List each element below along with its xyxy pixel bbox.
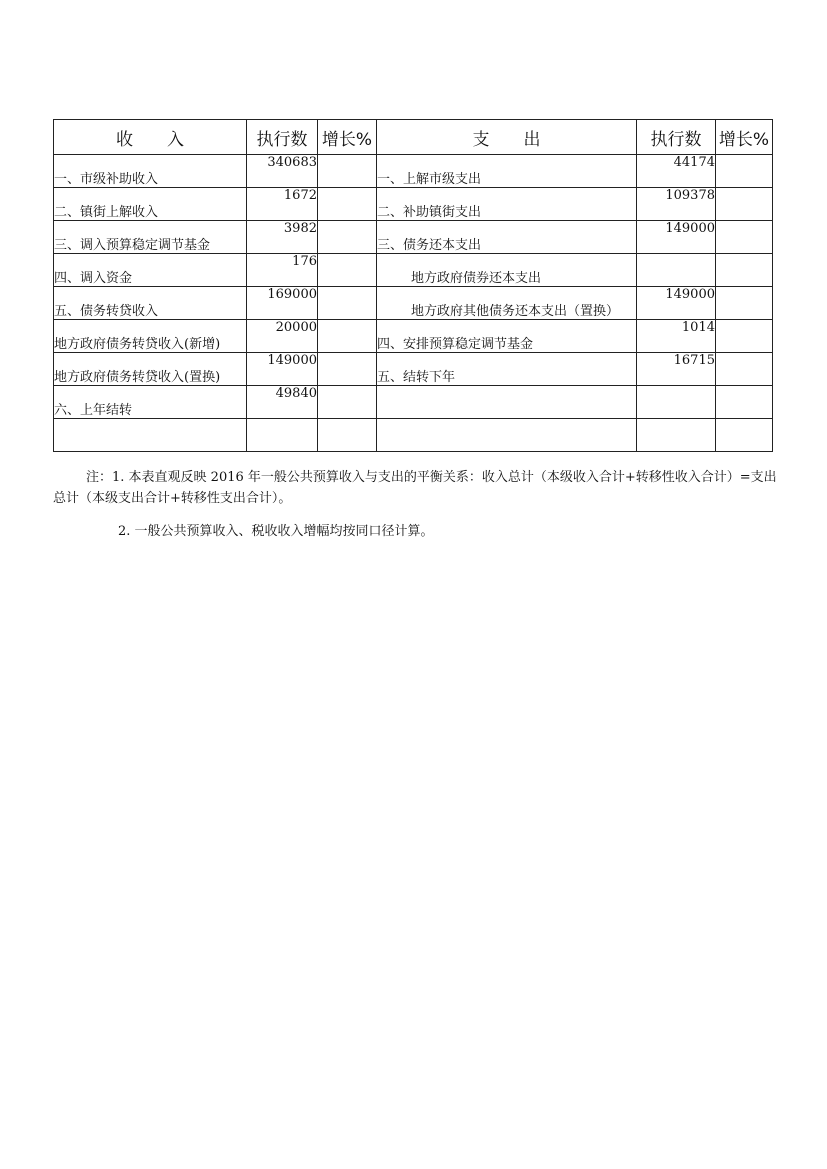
expense-value <box>637 254 716 287</box>
header-income: 收 入 <box>54 120 247 155</box>
expense-growth <box>716 254 773 287</box>
income-growth <box>318 386 377 419</box>
income-growth <box>318 188 377 221</box>
income-value: 176 <box>247 254 318 287</box>
expense-value: 149000 <box>637 287 716 320</box>
expense-label: 四、安排预算稳定调节基金 <box>377 320 637 353</box>
income-label: 一、市级补助收入 <box>54 155 247 188</box>
expense-label: 五、结转下年 <box>377 353 637 386</box>
table-row <box>54 221 773 254</box>
header-exec-expense: 执行数 <box>637 120 716 155</box>
header-exec-income: 执行数 <box>247 120 318 155</box>
income-growth <box>318 254 377 287</box>
income-label: 四、调入资金 <box>54 254 247 287</box>
header-expense: 支 出 <box>377 120 637 155</box>
expense-label <box>377 386 637 419</box>
income-value: 1672 <box>247 188 318 221</box>
income-label <box>54 419 247 452</box>
expense-label: 二、补助镇街支出 <box>377 188 637 221</box>
expense-growth <box>716 287 773 320</box>
expense-label: 三、债务还本支出 <box>377 221 637 254</box>
expense-label: 地方政府债券还本支出 <box>377 254 637 287</box>
table-row <box>54 155 773 188</box>
table-note-1: 注：1. 本表直观反映 2016 年一般公共预算收入与支出的平衡关系：收入总计（本级收入合计+转移性收入合计）=支出总计（本级支出合计+转移性支出合计）。 <box>53 470 777 506</box>
income-label: 六、上年结转 <box>54 386 247 419</box>
table-row <box>54 254 773 287</box>
expense-growth <box>716 320 773 353</box>
income-label: 地方政府债务转贷收入(新增) <box>54 320 247 353</box>
income-growth <box>318 353 377 386</box>
income-growth <box>318 155 377 188</box>
income-value: 169000 <box>247 287 318 320</box>
table-header-row <box>54 120 773 155</box>
expense-value: 109378 <box>637 188 716 221</box>
table-row <box>54 353 773 386</box>
expense-label: 地方政府其他债务还本支出（置换） <box>377 287 637 320</box>
table-row <box>54 320 773 353</box>
table-row <box>54 188 773 221</box>
income-growth <box>318 320 377 353</box>
expense-label: 一、上解市级支出 <box>377 155 637 188</box>
expense-value: 1014 <box>637 320 716 353</box>
expense-value: 16715 <box>637 353 716 386</box>
expense-growth <box>716 155 773 188</box>
income-value: 340683 <box>247 155 318 188</box>
income-growth <box>318 419 377 452</box>
expense-growth <box>716 419 773 452</box>
table-row <box>54 419 773 452</box>
expense-value <box>637 419 716 452</box>
budget-balance-table <box>53 119 773 452</box>
expense-growth <box>716 353 773 386</box>
income-growth <box>318 287 377 320</box>
income-value: 3982 <box>247 221 318 254</box>
income-label: 地方政府债务转贷收入(置换) <box>54 353 247 386</box>
header-growth-income: 增长% <box>318 120 377 155</box>
table-row <box>54 386 773 419</box>
expense-value: 149000 <box>637 221 716 254</box>
table-row <box>54 287 773 320</box>
income-label: 五、债务转贷收入 <box>54 287 247 320</box>
expense-growth <box>716 188 773 221</box>
income-growth <box>318 221 377 254</box>
expense-value: 44174 <box>637 155 716 188</box>
income-value: 20000 <box>247 320 318 353</box>
expense-label <box>377 419 637 452</box>
expense-growth <box>716 386 773 419</box>
table-note-2: 2. 一般公共预算收入、税收收入增幅均按同口径计算。 <box>118 524 434 539</box>
income-label: 三、调入预算稳定调节基金 <box>54 221 247 254</box>
header-growth-expense: 增长% <box>716 120 773 155</box>
expense-value <box>637 386 716 419</box>
income-value: 49840 <box>247 386 318 419</box>
income-label: 二、镇街上解收入 <box>54 188 247 221</box>
income-value: 149000 <box>247 353 318 386</box>
expense-growth <box>716 221 773 254</box>
income-value <box>247 419 318 452</box>
